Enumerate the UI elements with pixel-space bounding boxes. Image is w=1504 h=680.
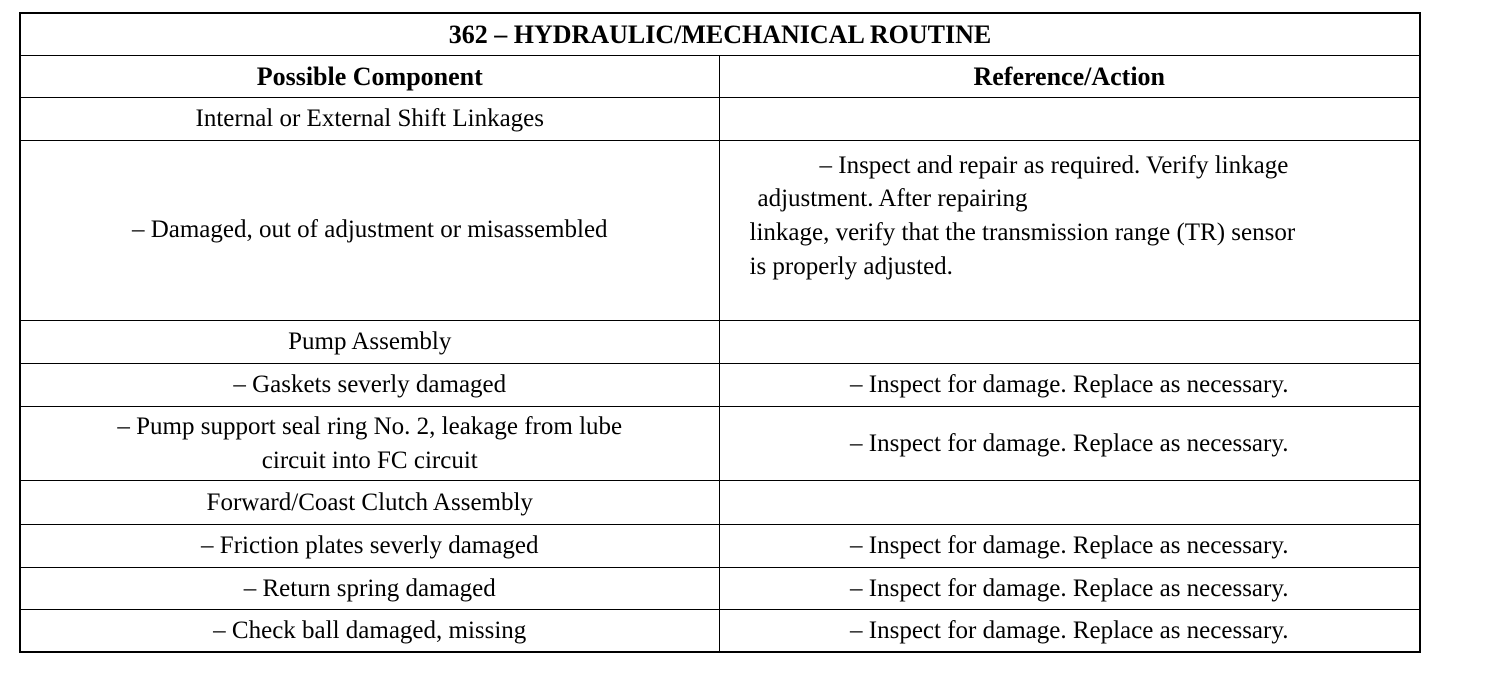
action-cell: – Inspect for damage. Replace as necessary. bbox=[719, 525, 1420, 568]
component-cell: – Friction plates severly damaged bbox=[20, 525, 719, 568]
component-cell bbox=[20, 407, 719, 481]
table-row bbox=[20, 481, 1420, 525]
action-cell: – Inspect for damage. Replace as necessary. bbox=[719, 610, 1420, 652]
component-cell: Forward/Coast Clutch Assembly bbox=[20, 481, 719, 525]
component-cell: – Check ball damaged, missing bbox=[20, 610, 719, 652]
action-line: linkage, verify that the transmission range (TR) sensor bbox=[749, 219, 1296, 247]
component-cell: Pump Assembly bbox=[20, 320, 719, 363]
action-cell: – Inspect for damage. Replace as necessary. bbox=[719, 568, 1420, 610]
table-row bbox=[20, 610, 1420, 652]
action-line: is properly adjusted. bbox=[749, 252, 953, 280]
table-row bbox=[20, 407, 1420, 481]
table-row bbox=[20, 320, 1420, 363]
component-line: circuit into FC circuit bbox=[261, 446, 478, 474]
action-cell bbox=[719, 481, 1420, 525]
column-header-action: Reference/Action bbox=[719, 55, 1420, 97]
column-header-component: Possible Component bbox=[20, 55, 719, 97]
action-cell: – Inspect for damage. Replace as necessary. bbox=[719, 364, 1420, 407]
action-line: adjustment. After repairing bbox=[757, 185, 1028, 213]
component-line: – Pump support seal ring No. 2, leakage from lube bbox=[117, 412, 623, 440]
action-cell: – Inspect for damage. Replace as necessary. bbox=[719, 407, 1420, 481]
table-row bbox=[20, 525, 1420, 568]
component-cell: Internal or External Shift Linkages bbox=[20, 97, 719, 140]
title-row bbox=[20, 13, 1420, 55]
header-row bbox=[20, 55, 1420, 97]
component-cell: – Return spring damaged bbox=[20, 568, 719, 610]
table-row bbox=[20, 364, 1420, 407]
table-row bbox=[20, 97, 1420, 140]
routine-table bbox=[19, 12, 1421, 653]
component-cell: – Gaskets severly damaged bbox=[20, 364, 719, 407]
table-title: 362 – HYDRAULIC/MECHANICAL ROUTINE bbox=[20, 13, 1420, 55]
action-cell bbox=[719, 97, 1420, 140]
action-line: – Inspect and repair as required. Verify linkage bbox=[819, 151, 1289, 179]
table-row bbox=[20, 568, 1420, 610]
action-cell bbox=[719, 320, 1420, 363]
table-row bbox=[20, 140, 1420, 320]
action-cell bbox=[719, 140, 1420, 320]
component-cell: – Damaged, out of adjustment or misassembled bbox=[20, 140, 719, 320]
